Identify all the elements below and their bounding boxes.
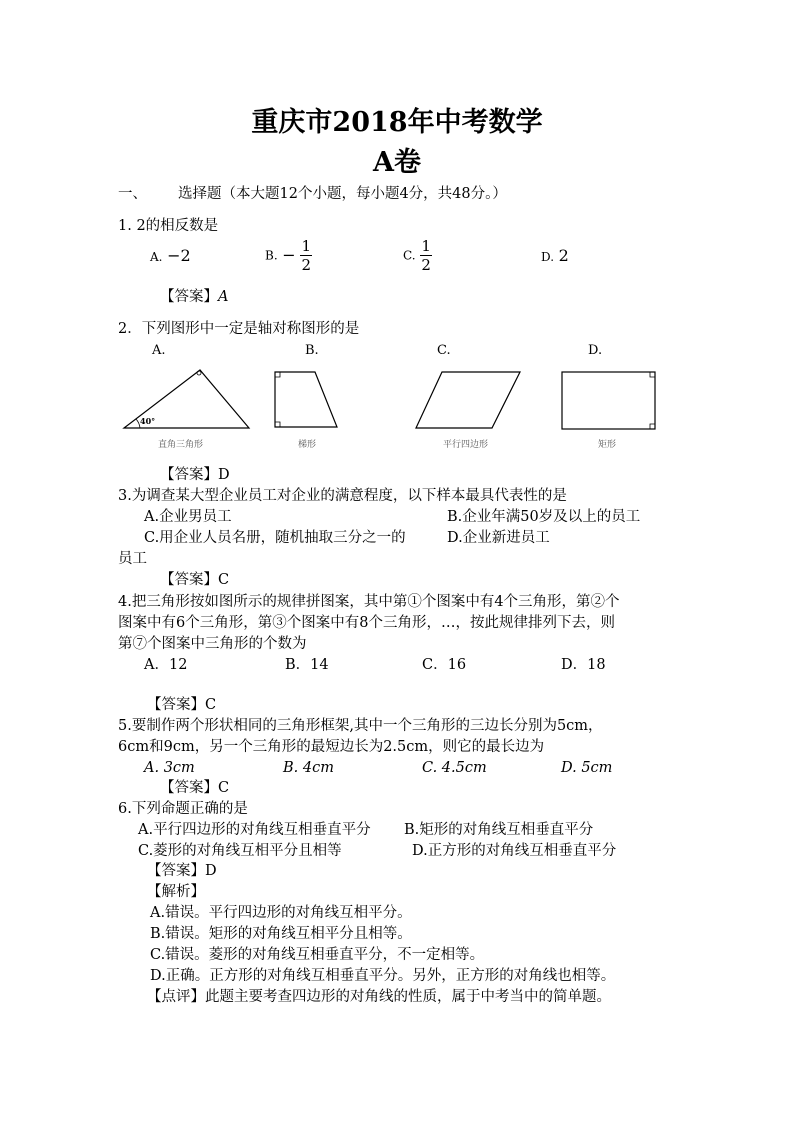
q2-option-c-letter: C. xyxy=(437,343,451,358)
q4-answer-value: C xyxy=(205,697,217,713)
q2-figures xyxy=(0,360,794,460)
q1-answer-label: 【答案】 xyxy=(160,289,218,305)
trapezoid-figure xyxy=(275,372,337,427)
q1-option-c-denominator: 2 xyxy=(421,256,431,274)
q4-answer xyxy=(147,695,216,715)
q1-option-b-fraction xyxy=(300,238,312,273)
q3-option-a: A.企业男员工 xyxy=(144,509,232,525)
q1-option-b xyxy=(265,238,312,273)
q1-option-c-letter: C. xyxy=(403,248,416,263)
page-title: 重庆市2018年中考数学 xyxy=(251,107,543,138)
caption-right-triangle: 直角三角形 xyxy=(158,440,204,450)
section-heading: 选择题（本大题12个小题，每小题4分，共48分。） xyxy=(178,186,507,202)
angle-label: 40° xyxy=(140,416,156,426)
caption-trapezoid: 梯形 xyxy=(298,440,317,450)
q6-comment: 【点评】此题主要考查四边形的对角线的性质，属于中考当中的简单题。 xyxy=(147,989,611,1005)
q1-option-d xyxy=(541,246,569,267)
parallelogram-figure xyxy=(416,372,520,428)
q1-option-c-fraction xyxy=(420,238,432,273)
q6-answer xyxy=(147,861,217,881)
q6-analysis-d: D.正确。正方形的对角线互相垂直平分。另外，正方形的对角线也相等。 xyxy=(150,968,616,984)
q6-answer-value: D xyxy=(205,863,217,879)
q1-answer xyxy=(160,287,228,307)
q1-stem: 1. 2的相反数是 xyxy=(118,218,219,234)
q6-analysis-a: A.错误。平行四边形的对角线互相平分。 xyxy=(150,905,412,921)
q1-option-b-letter: B. xyxy=(265,248,278,263)
q6-answer-label: 【答案】 xyxy=(147,863,205,879)
q5-answer-value: C xyxy=(218,780,230,796)
right-angle-mark xyxy=(650,424,655,429)
q1-option-c-numerator: 1 xyxy=(421,237,431,255)
q2-answer xyxy=(160,465,230,485)
caption-rectangle: 矩形 xyxy=(598,440,617,450)
right-angle-mark xyxy=(275,422,280,427)
q5-answer-label: 【答案】 xyxy=(160,780,218,796)
q6-stem: 6.下列命题正确的是 xyxy=(118,801,248,817)
q2-option-b-letter: B. xyxy=(305,343,319,358)
q3-answer xyxy=(160,570,229,590)
q3-option-c-continued: 员工 xyxy=(118,551,147,567)
q2-stem: 2．下列图形中一定是轴对称图形的是 xyxy=(118,321,360,337)
q3-answer-value: C xyxy=(218,572,230,588)
caption-parallelogram: 平行四边形 xyxy=(443,440,489,450)
q4-option-a: A．12 xyxy=(144,657,188,673)
q4-option-d: D．18 xyxy=(561,657,606,673)
q6-option-d: D.正方形的对角线互相垂直平分 xyxy=(412,843,617,859)
q5-answer xyxy=(160,778,229,798)
q6-analysis-c: C.错误。菱形的对角线互相垂直平分，不一定相等。 xyxy=(150,947,485,963)
parallelogram-shape xyxy=(416,372,520,428)
q4-answer-label: 【答案】 xyxy=(147,697,205,713)
q1-option-a-letter: A. xyxy=(150,250,163,264)
section-number: 一、 xyxy=(118,186,147,202)
q3-option-b: B.企业年满50岁及以上的员工 xyxy=(447,509,641,525)
q1-option-b-sign: − xyxy=(282,245,296,265)
q6-option-b: B.矩形的对角线互相垂直平分 xyxy=(404,822,594,838)
q1-option-c xyxy=(403,238,432,273)
q1-option-d-letter: D. xyxy=(541,250,555,264)
q4-option-c: C．16 xyxy=(422,657,467,673)
q5-option-a: A. 3cm xyxy=(144,760,195,776)
q5-option-d: D. 5cm xyxy=(561,760,613,776)
q2-option-a-letter: A. xyxy=(152,343,166,358)
q3-option-c: C.用企业人员名册，随机抽取三分之一的 xyxy=(144,530,406,546)
rectangle-shape xyxy=(562,372,655,429)
q2-answer-value: D xyxy=(218,467,230,483)
q5-option-c: C. 4.5cm xyxy=(422,760,487,776)
q3-answer-label: 【答案】 xyxy=(160,572,218,588)
q3-option-d: D.企业新进员工 xyxy=(447,530,550,546)
q1-option-a-value: −2 xyxy=(167,246,191,265)
q6-analysis-label: 【解析】 xyxy=(147,884,205,900)
trapezoid-shape xyxy=(275,372,337,427)
q1-option-d-value: 2 xyxy=(558,246,569,265)
q4-stem-line2: 图案中有6个三角形，第③个图案中有8个三角形，…，按此规律排列下去，则 xyxy=(118,615,615,631)
right-angle-mark xyxy=(275,372,280,377)
q5-stem-line2: 6cm和9cm，另一个三角形的最短边长为2.5cm，则它的最长边为 xyxy=(118,739,545,755)
q1-option-b-denominator: 2 xyxy=(301,256,312,274)
right-triangle-figure xyxy=(124,370,249,428)
q2-option-d-letter: D. xyxy=(588,343,603,358)
page-subtitle: A卷 xyxy=(373,147,421,178)
q4-stem-line1: 4.把三角形按如图所示的规律拼图案，其中第①个图案中有4个三角形，第②个 xyxy=(118,594,620,610)
q2-answer-label: 【答案】 xyxy=(160,467,218,483)
q6-analysis-b: B.错误。矩形的对角线互相平分且相等。 xyxy=(150,926,412,942)
q3-stem: 3.为调查某大型企业员工对企业的满意程度，以下样本最具代表性的是 xyxy=(118,488,567,504)
q4-stem-line3: 第⑦个图案中三角形的个数为 xyxy=(118,636,307,652)
q6-option-c: C.菱形的对角线互相平分且相等 xyxy=(138,843,342,859)
q1-answer-value: A xyxy=(218,289,229,305)
q5-option-b: B. 4cm xyxy=(283,760,334,776)
right-angle-mark xyxy=(650,372,655,377)
q6-option-a: A.平行四边形的对角线互相垂直平分 xyxy=(138,822,371,838)
right-angle-mark xyxy=(197,371,201,375)
q4-option-b: B．14 xyxy=(285,657,329,673)
rectangle-figure xyxy=(562,372,655,429)
q1-option-a xyxy=(150,246,191,267)
q1-option-b-numerator: 1 xyxy=(301,237,312,255)
q5-stem-line1: 5.要制作两个形状相同的三角形框架,其中一个三角形的三边长分别为5cm， xyxy=(118,718,603,734)
